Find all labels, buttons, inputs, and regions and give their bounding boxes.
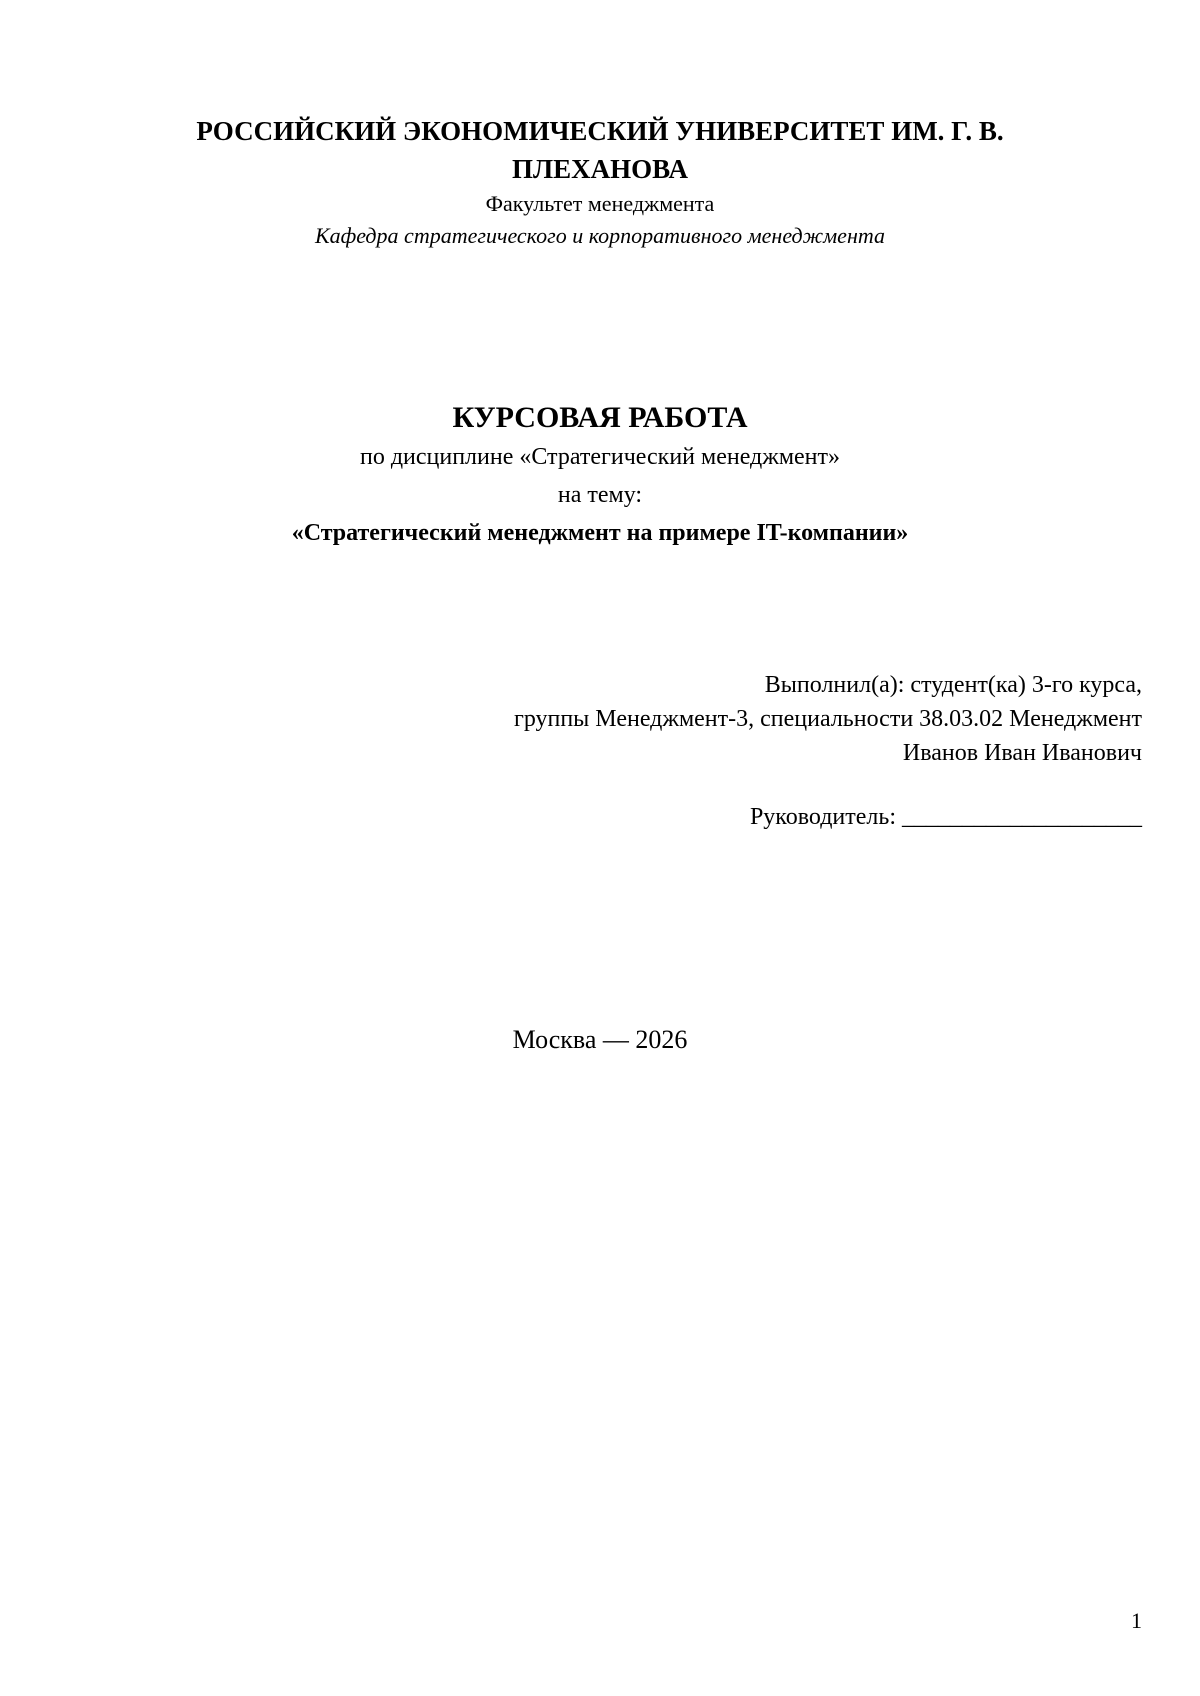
author-info-block xyxy=(242,668,1142,834)
on-topic-line: на тему: xyxy=(557,482,643,508)
work-title-block xyxy=(150,398,1050,552)
city-year: Москва — 2026 xyxy=(512,1025,688,1054)
page-number: 1 xyxy=(1131,1608,1142,1633)
university-name-line1: РОССИЙСКИЙ ЭКОНОМИЧЕСКИЙ УНИВЕРСИТЕТ ИМ. Г. В. xyxy=(196,116,1004,146)
author-name: Иванов Иван Иванович xyxy=(902,740,1142,766)
supervisor-line: Руководитель: ____________________ xyxy=(749,804,1142,830)
university-header xyxy=(150,112,1050,252)
department-name: Кафедра стратегического и корпоративного менеджмента xyxy=(314,223,886,248)
author-line-2: группы Менеджмент-3, специальности 38.03.02 Менеджмент xyxy=(513,706,1142,732)
university-name-line2: ПЛЕХАНОВА xyxy=(512,154,688,184)
work-type-title: КУРСОВАЯ РАБОТА xyxy=(452,401,748,434)
faculty-name: Факультет менеджмента xyxy=(485,191,715,216)
author-line-1: Выполнил(а): студент(ка) 3-го курса, xyxy=(764,672,1142,698)
discipline-line: по дисциплине «Стратегический менеджмент» xyxy=(359,444,841,470)
work-topic: «Стратегический менеджмент на примере IT-компании» xyxy=(291,520,909,546)
